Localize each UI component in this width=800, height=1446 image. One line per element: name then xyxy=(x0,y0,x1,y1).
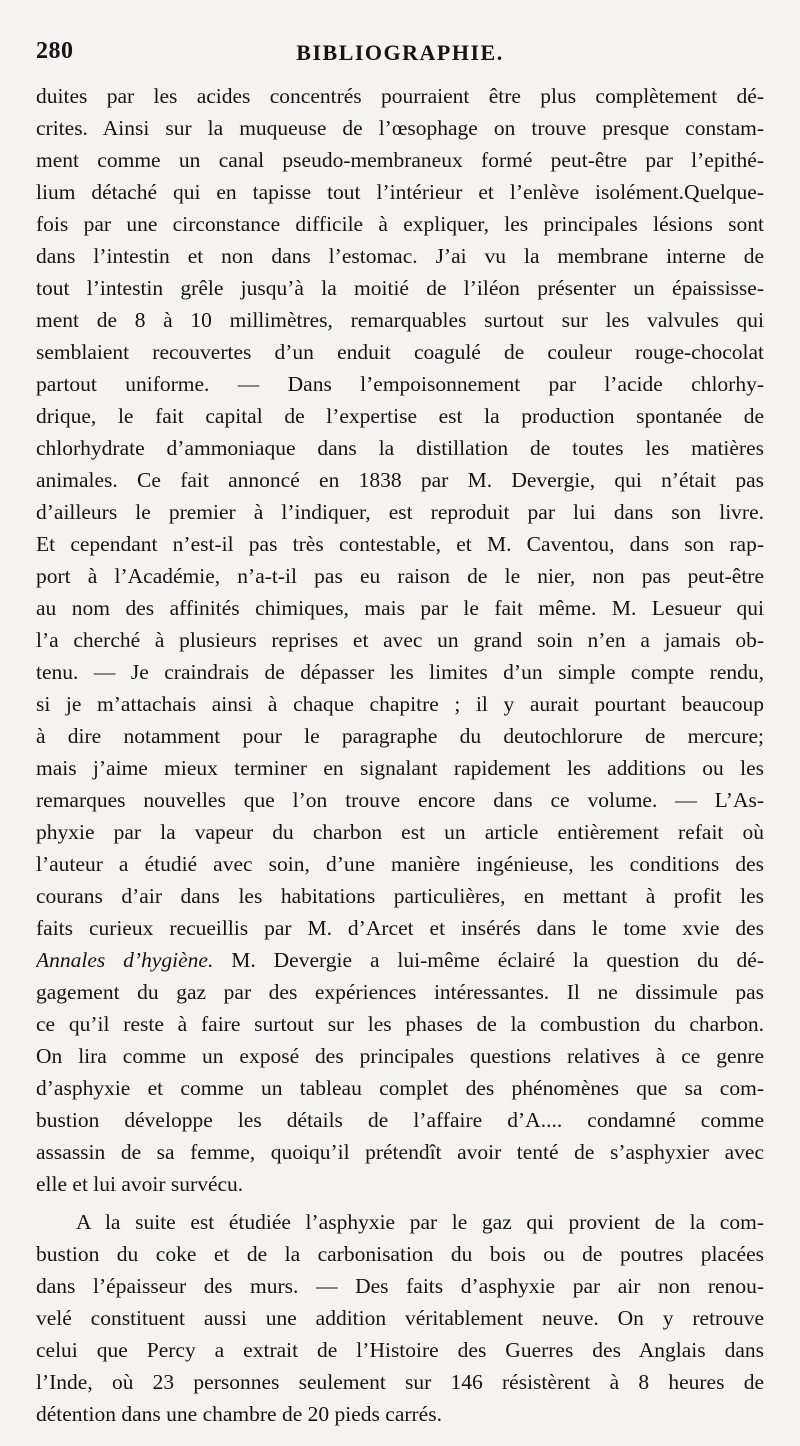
text-line: gagement du gaz par des expériences intéressantes. Il ne dissimule pas xyxy=(36,980,764,1004)
italic-journal-title: Annales d’hygiène. xyxy=(36,948,214,972)
text-line: velé constituent aussi une addition véritablement neuve. On y retrouve xyxy=(36,1306,764,1330)
text-line: ment comme un canal pseudo-membraneux formé peut-être par l’epithé- xyxy=(36,148,764,172)
text-line: faits curieux recueillis par M. d’Arcet et insérés dans le tome xvie des xyxy=(36,916,764,940)
text-line: courans d’air dans les habitations particulières, en mettant à profit les xyxy=(36,884,764,908)
text-line: tenu. — Je craindrais de dépasser les limites d’un simple compte rendu, xyxy=(36,660,764,684)
text-line: partout uniforme. — Dans l’empoisonnement par l’acide chlorhy- xyxy=(36,372,764,396)
text-line: au nom des affinités chimiques, mais par le fait même. M. Lesueur qui xyxy=(36,596,764,620)
text-line: à dire notamment pour le paragraphe du deutochlorure de mercure; xyxy=(36,724,764,748)
running-title: BIBLIOGRAPHIE. xyxy=(296,40,504,65)
text-line: port à l’Académie, n’a-t-il pas eu raison de le nier, non pas peut-être xyxy=(36,564,764,588)
text-line: semblaient recouvertes d’un enduit coagulé de couleur rouge-chocolat xyxy=(36,340,764,364)
page-number: 280 xyxy=(36,38,74,64)
text-line: animales. Ce fait annoncé en 1838 par M. Devergie, qui n’était pas xyxy=(36,468,764,492)
text-line: On lira comme un exposé des principales questions relatives à ce genre xyxy=(36,1044,764,1068)
text-line: dans l’épaisseur des murs. — Des faits d’asphyxie par air non renou- xyxy=(36,1274,764,1298)
text-line: assassin de sa femme, quoiqu’il prétendît avoir tenté de s’asphyxier avec xyxy=(36,1140,764,1164)
text-line-indented: A la suite est étudiée l’asphyxie par le gaz qui provient de la com- xyxy=(76,1210,764,1234)
text-line: remarques nouvelles que l’on trouve encore dans ce volume. — L’As- xyxy=(36,788,764,812)
text-line: l’a cherché à plusieurs reprises et avec un grand soin n’en a jamais ob- xyxy=(36,628,764,652)
paragraph-1 xyxy=(36,80,764,1200)
body-text xyxy=(36,80,764,1430)
text-line: l’auteur a étudié avec soin, d’une manière ingénieuse, les conditions des xyxy=(36,852,764,876)
text-line: fois par une circonstance difficile à expliquer, les principales lésions sont xyxy=(36,212,764,236)
text-line: celui que Percy a extrait de l’Histoire des Guerres des Anglais dans xyxy=(36,1338,764,1362)
text-segment: M. Devergie a lui-même éclairé la question du dé- xyxy=(213,948,764,972)
text-line: ce qu’il reste à faire surtout sur les phases de la combustion du charbon. xyxy=(36,1012,764,1036)
text-line: l’Inde, où 23 personnes seulement sur 146 résistèrent à 8 heures de xyxy=(36,1370,764,1394)
text-line: dans l’intestin et non dans l’estomac. J’ai vu la membrane interne de xyxy=(36,244,764,268)
paragraph-last-line: elle et lui avoir survécu. xyxy=(36,1172,244,1196)
text-line: d’ailleurs le premier à l’indiquer, est reproduit par lui dans son livre. xyxy=(36,500,764,524)
text-line: si je m’attachais ainsi à chaque chapitre ; il y aurait pourtant beaucoup xyxy=(36,692,764,716)
text-line: ment de 8 à 10 millimètres, remarquables surtout sur les valvules qui xyxy=(36,308,764,332)
text-line: tout l’intestin grêle jusqu’à la moitié de l’iléon présenter un épaississe- xyxy=(36,276,764,300)
text-line: duites par les acides concentrés pourraient être plus complètement dé- xyxy=(36,84,764,108)
text-line: lium détaché qui en tapisse tout l’intérieur et l’enlève isolément.Quelque- xyxy=(36,180,764,204)
text-line: mais j’aime mieux terminer en signalant rapidement les additions ou les xyxy=(36,756,764,780)
text-line: crites. Ainsi sur la muqueuse de l’œsophage on trouve presque constam- xyxy=(36,116,764,140)
text-line: phyxie par la vapeur du charbon est un article entièrement refait où xyxy=(36,820,764,844)
text-line: Et cependant n’est-il pas très contestable, et M. Caventou, dans son rap- xyxy=(36,532,764,556)
text-line: chlorhydrate d’ammoniaque dans la distillation de toutes les matières xyxy=(36,436,764,460)
text-line: drique, le fait capital de l’expertise est la production spontanée de xyxy=(36,404,764,428)
paragraph-2 xyxy=(36,1206,764,1430)
text-line: d’asphyxie et comme un tableau complet des phénomènes que sa com- xyxy=(36,1076,764,1100)
paragraph-last-line: détention dans une chambre de 20 pieds carrés. xyxy=(36,1402,442,1426)
text-line: bustion du coke et de la carbonisation du bois ou de poutres placées xyxy=(36,1242,764,1266)
text-line: bustion développe les détails de l’affaire d’A.... condamné comme xyxy=(36,1108,764,1132)
page-header xyxy=(36,38,764,74)
text-line-with-italic-title xyxy=(36,944,764,976)
